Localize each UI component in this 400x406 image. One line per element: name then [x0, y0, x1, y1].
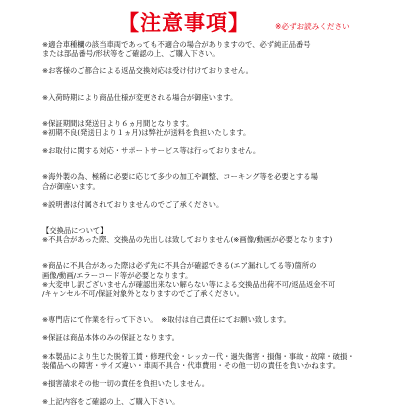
notice-line: ※不具合があった際、交換品の先出しは致しておりません(※画像/動画が必要となります) [42, 235, 333, 245]
notice-block [42, 66, 396, 75]
notice-list [42, 40, 396, 406]
notice-block [42, 352, 396, 370]
notice-block [42, 379, 396, 388]
notice-block [42, 146, 396, 155]
notice-line: ※保証は商品本体のみの保証となります。 [42, 333, 179, 343]
notice-line: ※説明書は付属されておりませんのでご了承ください。 [42, 199, 224, 209]
notice-block [42, 200, 396, 209]
notice-block [42, 93, 396, 102]
notice-title: 【注意事項】 [118, 11, 250, 35]
notice-line: 装備品への障害・サイズ違い・車両不具合・代車費用・その他一切の責任を負いかねます。 [42, 360, 341, 370]
notice-line: ※上記内容をご確認の上、ご購入下さい。 [42, 397, 180, 406]
notice-line: ※商品に不具合があった際は必ず先に不具合が確認できる(エア漏れしてる等)箇所の [42, 261, 317, 271]
notice-block [42, 40, 396, 58]
notice-line: 合が御座います。 [42, 181, 100, 191]
notice-header [8, 5, 400, 35]
must-read-note: ※必ずお読みください [275, 22, 350, 31]
notice-line: ※本製品により生じた脱着工賃・修理代金・レッカー代・過失傷害・損傷・事故・故障・破損・ [42, 351, 355, 361]
exchange-heading: 【交換品について】 [42, 226, 108, 236]
notice-line: ※海外製の為、極稀に必要に応じて多少の加工や調整、コーキング等を必要とする場 [42, 172, 318, 182]
notice-line: ※お取付に関する対応・サポートサービス等は行っておりません。 [42, 146, 261, 156]
notice-line: ※保証期間は発送日より６ヵ月間となります。 [42, 118, 194, 128]
notice-line: ※適合車種欄の該当車両であっても不適合の場合がありますので、必ず純正品番号 [42, 40, 311, 49]
notice-block [42, 333, 396, 342]
notice-line: ※損害請求その他一切の責任を負担いたしません。 [42, 379, 210, 389]
notice-line: ※大変申し訳ございませんが確認出来ない解らない等による交換品出荷不可/返品返金不可 [42, 279, 336, 289]
notice-line: ※お客様のご都合による返品交換対応は受け付けておりません。 [42, 66, 253, 76]
notice-line: 画像/動画/エラーコード等が必要となります。 [42, 270, 193, 280]
notice-block [42, 172, 396, 190]
notice-line: ※入荷時期により商品仕様が変更される場合が御座います。 [42, 92, 238, 102]
notice-block [42, 119, 396, 137]
notice-line: /キャンセル不可/保証対象外となりますのでご了承ください。 [42, 289, 244, 299]
notice-block [42, 397, 396, 406]
notice-block [42, 315, 396, 324]
notice-line: ※専門店にて作業を行って下さい。 ※取付は自己責任にてお願い致します。 [42, 315, 291, 325]
notice-line: または部品番号/形状等をご確認の上、ご購入下さい。 [42, 49, 220, 59]
notice-block [42, 261, 396, 298]
notice-line: ※初期不良(発送日より１ヵ月)は弊社が送料を負担いたします。 [42, 128, 251, 138]
exchange-section [42, 226, 396, 244]
